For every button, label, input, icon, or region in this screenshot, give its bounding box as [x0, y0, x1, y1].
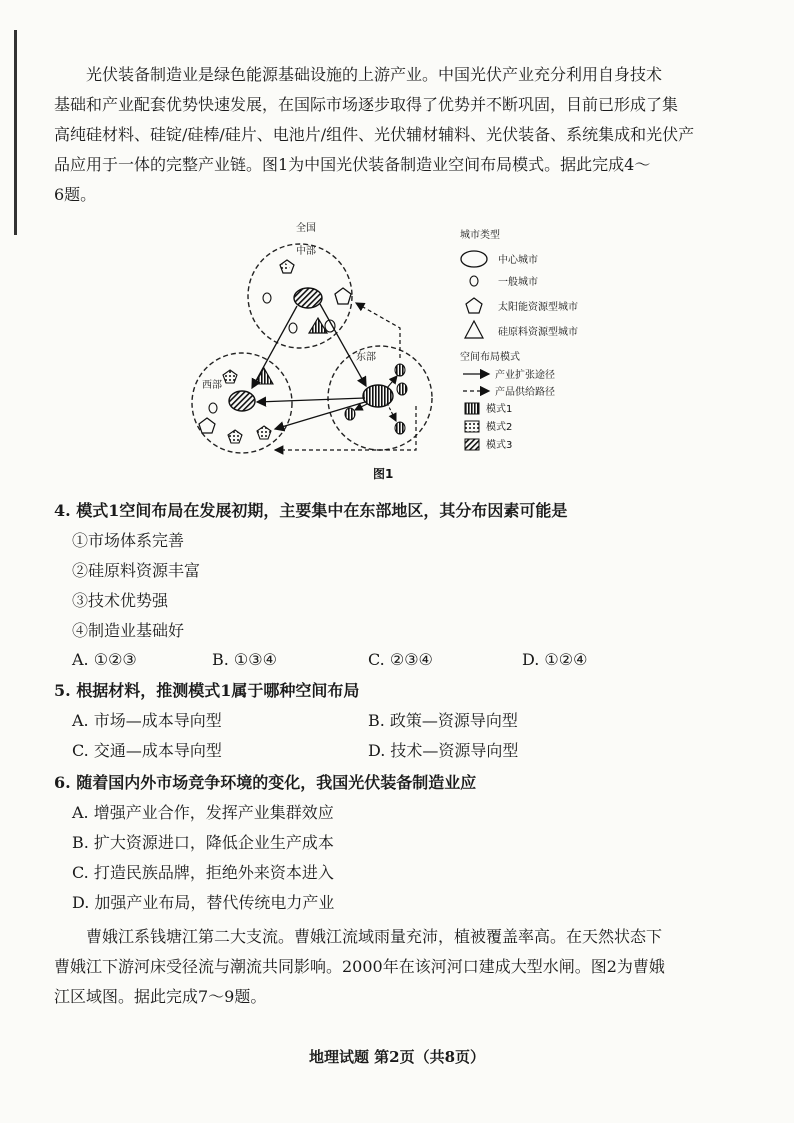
- q4-item: ②硅原料资源丰富: [72, 561, 201, 580]
- passage-line: 光伏装备制造业是绿色能源基础设施的上游产业。中国光伏产业充分利用自身技术: [86, 65, 663, 84]
- q6-option-b[interactable]: B. 扩大资源进口，降低企业生产成本: [72, 833, 334, 852]
- q6-option-d[interactable]: D. 加强产业布局，替代传统电力产业: [72, 893, 335, 912]
- legend-layout-title: 空间布局模式: [460, 352, 520, 363]
- general-city-icon: [263, 293, 271, 303]
- solar-city-icon: [257, 426, 271, 439]
- q4-option-a[interactable]: A. ①②③: [72, 650, 137, 669]
- general-city-icon: [395, 422, 405, 434]
- passage-line: 6题。: [54, 185, 97, 204]
- intro-passage-2: [54, 922, 722, 1012]
- solar-city-icon: [223, 370, 237, 383]
- general-city-icon: [397, 383, 407, 395]
- expansion-arrow: [387, 376, 397, 388]
- figure-1-diagram: [180, 218, 610, 483]
- legend-mode1: 模式1: [486, 404, 513, 415]
- label-nation: 全国: [296, 223, 316, 234]
- supply-arrow: [387, 403, 396, 421]
- supply-arrow: [356, 303, 400, 358]
- question-5-stem: 5. 根据材料，推测模式1属于哪种空间布局: [54, 681, 360, 700]
- center-city-mode3-icon: [294, 288, 322, 308]
- legend-mode3: 模式3: [486, 440, 513, 451]
- expansion-arrow: [257, 398, 365, 402]
- page-footer: 地理试题 第2页（共8页）: [308, 1048, 486, 1066]
- label-west: 西部: [202, 380, 222, 391]
- passage-line: 基础和产业配套优势快速发展，在国际市场逐步取得了优势并不断巩固，目前已形成了集: [54, 95, 679, 114]
- passage-line: 曹娥江下游河床受径流与潮流共同影响。2000年在该河河口建成大型水闸。图2为曹娥: [54, 957, 665, 976]
- passage-line: 曹娥江系钱塘江第二大支流。曹娥江流域雨量充沛，植被覆盖率高。在天然状态下: [86, 927, 663, 946]
- center-city-mode1-icon: [363, 385, 393, 407]
- silicon-city-icon: [309, 318, 327, 333]
- legend-mode1-swatch: [465, 403, 479, 414]
- q5-option-a[interactable]: A. 市场—成本导向型: [72, 711, 222, 730]
- legend-center-city: 中心城市: [498, 255, 538, 266]
- q4-item: ①市场体系完善: [72, 531, 185, 550]
- legend-mode3-swatch: [465, 439, 479, 450]
- legend-mode2-swatch: [465, 421, 479, 432]
- question-6-stem: 6. 随着国内外市场竞争环境的变化，我国光伏装备制造业应: [54, 773, 477, 792]
- legend-silicon-city-icon: [465, 321, 483, 338]
- legend-general-city-icon: [470, 276, 478, 286]
- general-city-icon: [289, 323, 297, 333]
- q5-option-d[interactable]: D. 技术—资源导向型: [368, 741, 519, 760]
- q6-option-c[interactable]: C. 打造民族品牌，拒绝外来资本进入: [72, 863, 334, 882]
- silicon-city-icon: [255, 368, 273, 384]
- legend-expansion-path: 产业扩张途径: [495, 370, 555, 381]
- legend-center-city-icon: [461, 251, 487, 267]
- q6-option-a[interactable]: A. 增强产业合作，发挥产业集群效应: [72, 803, 334, 822]
- q4-item: ③技术优势强: [72, 591, 169, 610]
- expansion-arrow: [320, 304, 366, 386]
- legend-solar-city: 太阳能资源型城市: [498, 302, 578, 313]
- binding-margin-line: [14, 30, 17, 235]
- intro-passage-1: [54, 60, 722, 210]
- q5-option-c[interactable]: C. 交通—成本导向型: [72, 741, 222, 760]
- solar-city-icon: [199, 418, 215, 433]
- passage-line: 江区域图。据此完成7～9题。: [54, 987, 267, 1006]
- label-central: 中部: [296, 246, 316, 257]
- legend-city-type-title: 城市类型: [460, 230, 500, 241]
- general-city-icon: [395, 364, 405, 376]
- q4-option-c[interactable]: C. ②③④: [368, 650, 433, 669]
- q4-option-b[interactable]: B. ①③④: [212, 650, 277, 669]
- legend-supply-path: 产品供给路径: [495, 387, 555, 398]
- solar-city-icon: [228, 430, 242, 443]
- general-city-icon: [209, 403, 217, 413]
- legend-silicon-city: 硅原料资源型城市: [498, 327, 578, 338]
- center-city-mode3-icon: [229, 391, 255, 411]
- figure-caption: 图1: [373, 467, 394, 481]
- label-east: 东部: [356, 352, 376, 363]
- legend-general-city: 一般城市: [498, 277, 538, 288]
- passage-line: 高纯硅材料、硅锭/硅棒/硅片、电池片/组件、光伏辅材辅料、光伏装备、系统集成和光伏产: [54, 125, 695, 144]
- q4-item: ④制造业基础好: [72, 621, 185, 640]
- general-city-icon: [345, 408, 355, 420]
- passage-line: 品应用于一体的完整产业链。图1为中国光伏装备制造业空间布局模式。据此完成4～: [54, 155, 651, 174]
- q4-option-d[interactable]: D. ①②④: [522, 650, 588, 669]
- question-4-stem: 4. 模式1空间布局在发展初期，主要集中在东部地区，其分布因素可能是: [54, 501, 568, 520]
- legend-solar-city-icon: [466, 298, 482, 313]
- q5-option-b[interactable]: B. 政策—资源导向型: [368, 711, 518, 730]
- solar-city-icon: [335, 288, 351, 304]
- legend-mode2: 模式2: [486, 422, 513, 433]
